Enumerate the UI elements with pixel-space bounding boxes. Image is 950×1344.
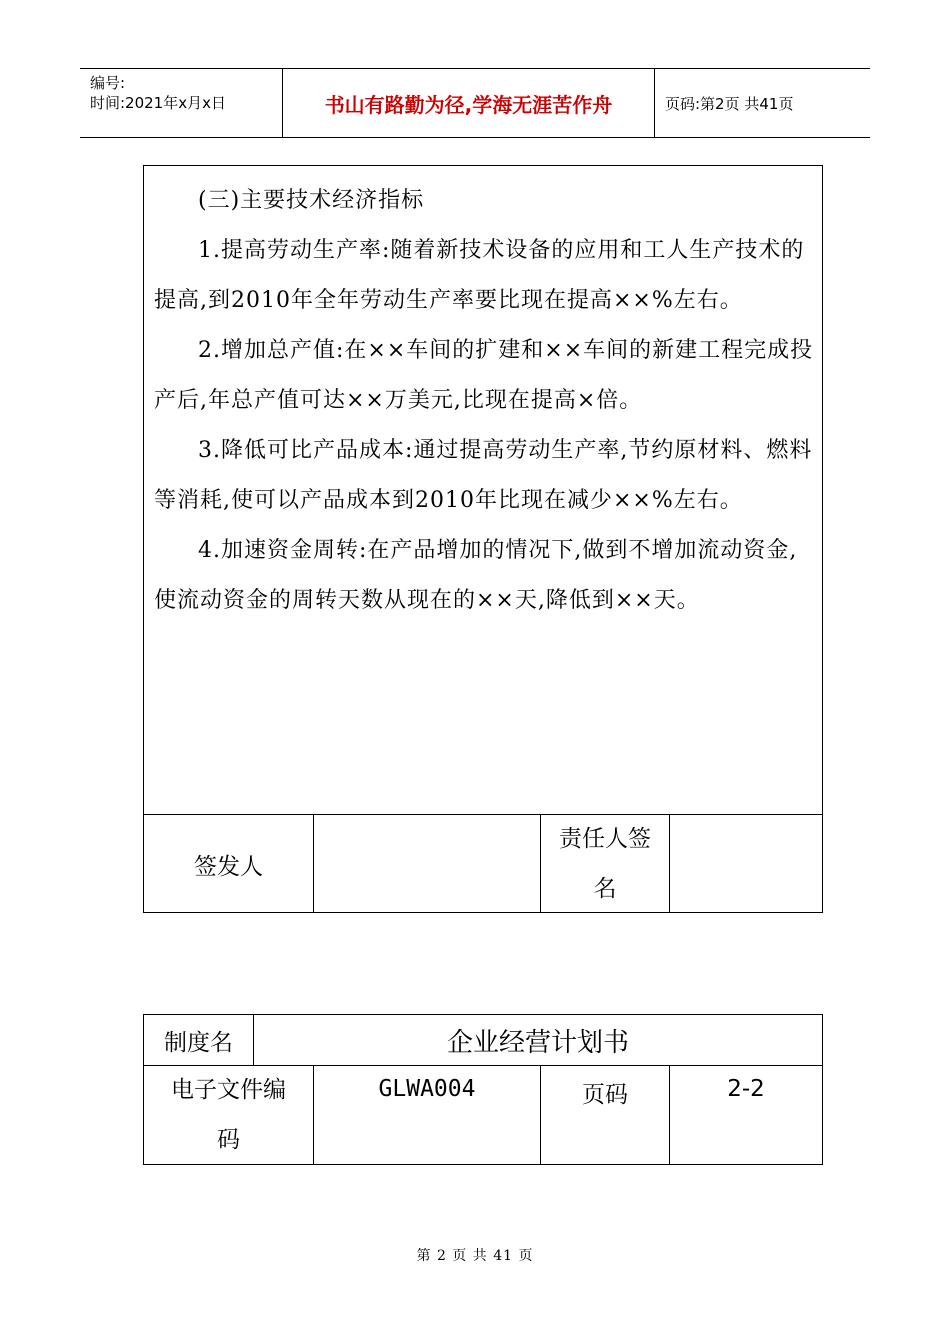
header-motto: 书山有路勤为径,学海无涯苦作舟 (283, 69, 655, 137)
issuer-signature-field[interactable] (314, 815, 541, 913)
issuer-label: 签发人 (194, 853, 263, 880)
page-footer: 第 2 页 共 41 页 (416, 1248, 534, 1264)
signature-row (144, 814, 822, 913)
page-header (80, 68, 870, 138)
document-date-label: 时间:2021年x月x日 (90, 94, 226, 112)
paragraph-productivity: 1.提高劳动生产率:随着新技术设备的应用和工人生产技术的提高,到2010年全年劳动生产率要比现在提高××%左右。 (154, 238, 805, 313)
header-page-info: 页码:第2页 共41页 (665, 94, 794, 113)
paragraph-capital-turnover: 4.加速资金周转:在产品增加的情况下,做到不增加流动资金,使流动资金的周转天数从现在的××天,降低到××天。 (154, 538, 798, 613)
header-meta-cell (80, 69, 283, 137)
responsible-label-cell (541, 815, 670, 913)
section-heading: (三)主要技术经济指标 (198, 188, 425, 213)
document-number-label: 编号: (90, 74, 126, 92)
section-body (154, 176, 814, 626)
content-table (143, 165, 823, 913)
file-code-label: 电子文件编码 (171, 1077, 286, 1153)
system-name-value: 企业经营计划书 (446, 1027, 629, 1058)
system-name-row (144, 1015, 822, 1066)
file-code-row (144, 1066, 822, 1164)
issuer-label-cell (144, 815, 314, 913)
paragraph-output-value: 2.增加总产值:在××车间的扩建和××车间的新建工程完成投产后,年总产值可达××万美元,比现在提高×倍。 (154, 338, 814, 413)
page-label: 页码 (541, 1066, 670, 1164)
responsible-signature-field[interactable] (670, 815, 822, 913)
file-code-value: GLWA004 (314, 1066, 541, 1164)
file-code-label-cell (144, 1066, 314, 1164)
document-info-table (143, 1014, 823, 1165)
page-value: 2-2 (727, 1076, 765, 1102)
system-name-label: 制度名 (144, 1015, 254, 1065)
paragraph-cost-reduction: 3.降低可比产品成本:通过提高劳动生产率,节约原材料、燃料等消耗,使可以产品成本到2010年比现在减少××%左右。 (154, 438, 813, 513)
responsible-label: 责任人签名 (559, 826, 651, 902)
